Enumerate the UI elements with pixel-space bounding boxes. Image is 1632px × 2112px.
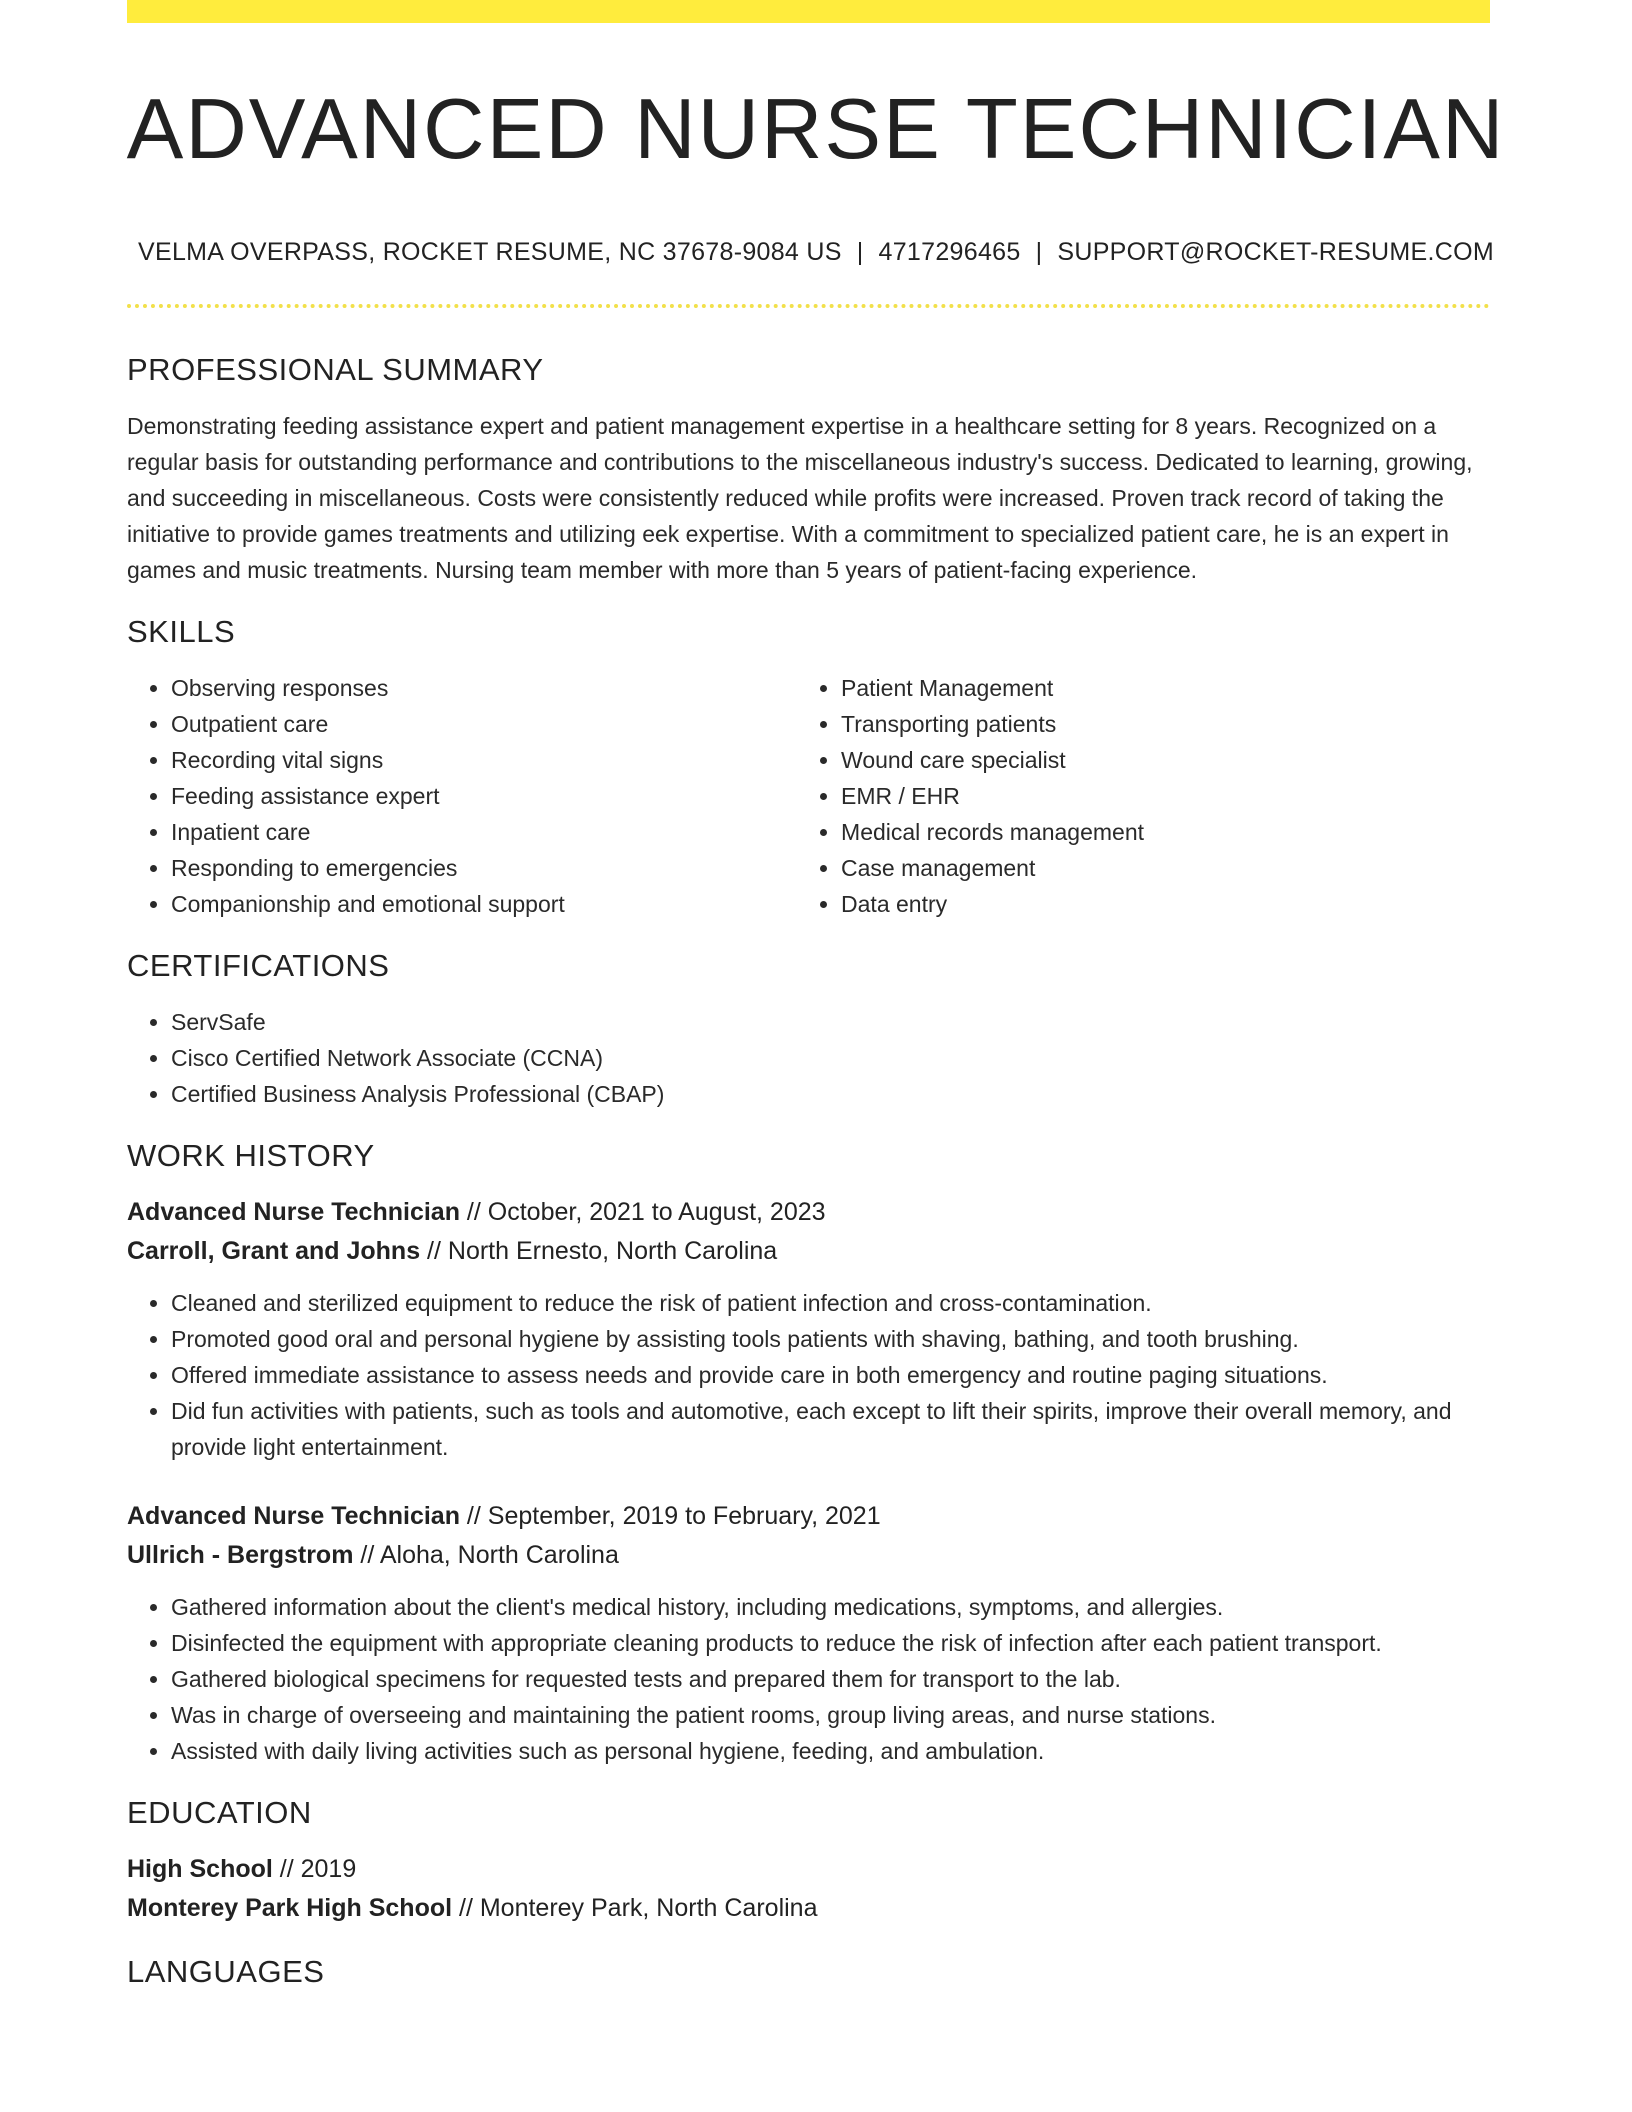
certification-item: • Cisco Certified Network Associate (CCNA) [171, 1040, 1490, 1076]
education-year: // 2019 [272, 1855, 357, 1883]
skill-item: • Feeding assistance expert [171, 778, 797, 814]
certification-item: • ServSafe [171, 1004, 1490, 1040]
job-bullet: • Did fun activities with patients, such as tools and automotive, each except to lift their spirits, improve their overall memory, and provide light entertainment. [171, 1393, 1490, 1465]
summary-section [127, 350, 1490, 588]
work-history-section [127, 1136, 1490, 1769]
skills-list-left [127, 670, 797, 922]
skill-item: • Outpatient care [171, 706, 797, 742]
skill-item: • Transporting patients [841, 706, 1490, 742]
job-title: Advanced Nurse Technician [127, 1198, 460, 1226]
job-entry [127, 1193, 1490, 1465]
skill-item: • Patient Management [841, 670, 1490, 706]
contact-phone: 4717296465 [878, 238, 1021, 266]
contact-separator: | [856, 238, 864, 266]
certification-item: • Certified Business Analysis Professional (CBAP) [171, 1076, 1490, 1112]
skill-item: • Case management [841, 850, 1490, 886]
job-bullet: • Disinfected the equipment with appropriate cleaning products to reduce the risk of infection after each patient transport. [171, 1625, 1490, 1661]
job-company: Ullrich - Bergstrom [127, 1541, 354, 1569]
certifications-list [127, 1004, 1490, 1112]
education-degree: High School [127, 1855, 273, 1883]
job-dates: // October, 2021 to August, 2023 [459, 1198, 826, 1226]
job-location: // North Ernesto, North Carolina [420, 1237, 778, 1265]
job-bullets [127, 1285, 1490, 1465]
skill-item: • Recording vital signs [171, 742, 797, 778]
job-company-line [127, 1232, 1490, 1271]
job-location: // Aloha, North Carolina [353, 1541, 619, 1569]
education-heading: EDUCATION [127, 1795, 312, 1830]
resume-title: ADVANCED NURSE TECHNICIAN [126, 82, 1506, 177]
certifications-section [127, 946, 1490, 1112]
work-history-heading: WORK HISTORY [127, 1138, 375, 1173]
job-bullet: • Cleaned and sterilized equipment to reduce the risk of patient infection and cross-contamination. [171, 1285, 1490, 1321]
job-bullet: • Assisted with daily living activities such as personal hygiene, feeding, and ambulation. [171, 1733, 1490, 1769]
languages-heading: LANGUAGES [127, 1954, 325, 1989]
skill-item: • Wound care specialist [841, 742, 1490, 778]
dotted-divider [127, 304, 1490, 308]
contact-line [0, 236, 1632, 268]
education-section [127, 1793, 1490, 1928]
job-title-line [127, 1497, 1490, 1536]
skills-heading: SKILLS [127, 614, 236, 649]
job-company-line [127, 1536, 1490, 1575]
contact-address: VELMA OVERPASS, ROCKET RESUME, NC 37678-9084 US [138, 238, 842, 266]
job-bullet: • Was in charge of overseeing and maintaining the patient rooms, group living areas, and nurse stations. [171, 1697, 1490, 1733]
education-location: // Monterey Park, North Carolina [452, 1894, 818, 1922]
education-degree-line [127, 1850, 1490, 1889]
summary-heading: PROFESSIONAL SUMMARY [127, 352, 544, 387]
skills-list-right [797, 670, 1490, 922]
skill-item: • Inpatient care [171, 814, 797, 850]
job-title-line [127, 1193, 1490, 1232]
summary-text: Demonstrating feeding assistance expert and patient management expertise in a healthcare setting for 8 years. Recognized on a regular basis for outstanding performance and contributions to the miscellaneous industry's success. Dedicated to learning, growing, and succeeding in miscellaneous. Costs were consistently reduced while profits were increased. Proven track record of taking the initiative to provide games treatments and utilizing eek expertise. With a commitment to specialized patient care, he is an expert in games and music treatments. Nursing team member with more than 5 years of patient-facing experience. [127, 413, 1473, 583]
job-entry [127, 1497, 1490, 1769]
skill-item: • Companionship and emotional support [171, 886, 797, 922]
skills-section [127, 612, 1490, 922]
resume-content [127, 350, 1490, 1992]
job-bullet: • Gathered biological specimens for requested tests and prepared them for transport to the lab. [171, 1661, 1490, 1697]
job-bullet: • Offered immediate assistance to assess needs and provide care in both emergency and routine paging situations. [171, 1357, 1490, 1393]
skill-item: • Observing responses [171, 670, 797, 706]
languages-section [127, 1952, 1490, 1992]
skill-item: • Responding to emergencies [171, 850, 797, 886]
job-bullets [127, 1589, 1490, 1769]
job-company: Carroll, Grant and Johns [127, 1237, 421, 1265]
skill-item: • Medical records management [841, 814, 1490, 850]
education-school-line [127, 1889, 1490, 1928]
certifications-heading: CERTIFICATIONS [127, 948, 390, 983]
skill-item: • EMR / EHR [841, 778, 1490, 814]
accent-bar [127, 0, 1490, 23]
job-bullet: • Gathered information about the client's medical history, including medications, symptoms, and allergies. [171, 1589, 1490, 1625]
job-bullet: • Promoted good oral and personal hygiene by assisting tools patients with shaving, bathing, and tooth brushing. [171, 1321, 1490, 1357]
skill-item: • Data entry [841, 886, 1490, 922]
contact-separator: | [1035, 238, 1043, 266]
skills-columns [127, 652, 1490, 922]
job-title: Advanced Nurse Technician [127, 1502, 460, 1530]
job-dates: // September, 2019 to February, 2021 [459, 1502, 881, 1530]
contact-email: SUPPORT@ROCKET-RESUME.COM [1057, 238, 1494, 266]
education-school: Monterey Park High School [127, 1894, 453, 1922]
